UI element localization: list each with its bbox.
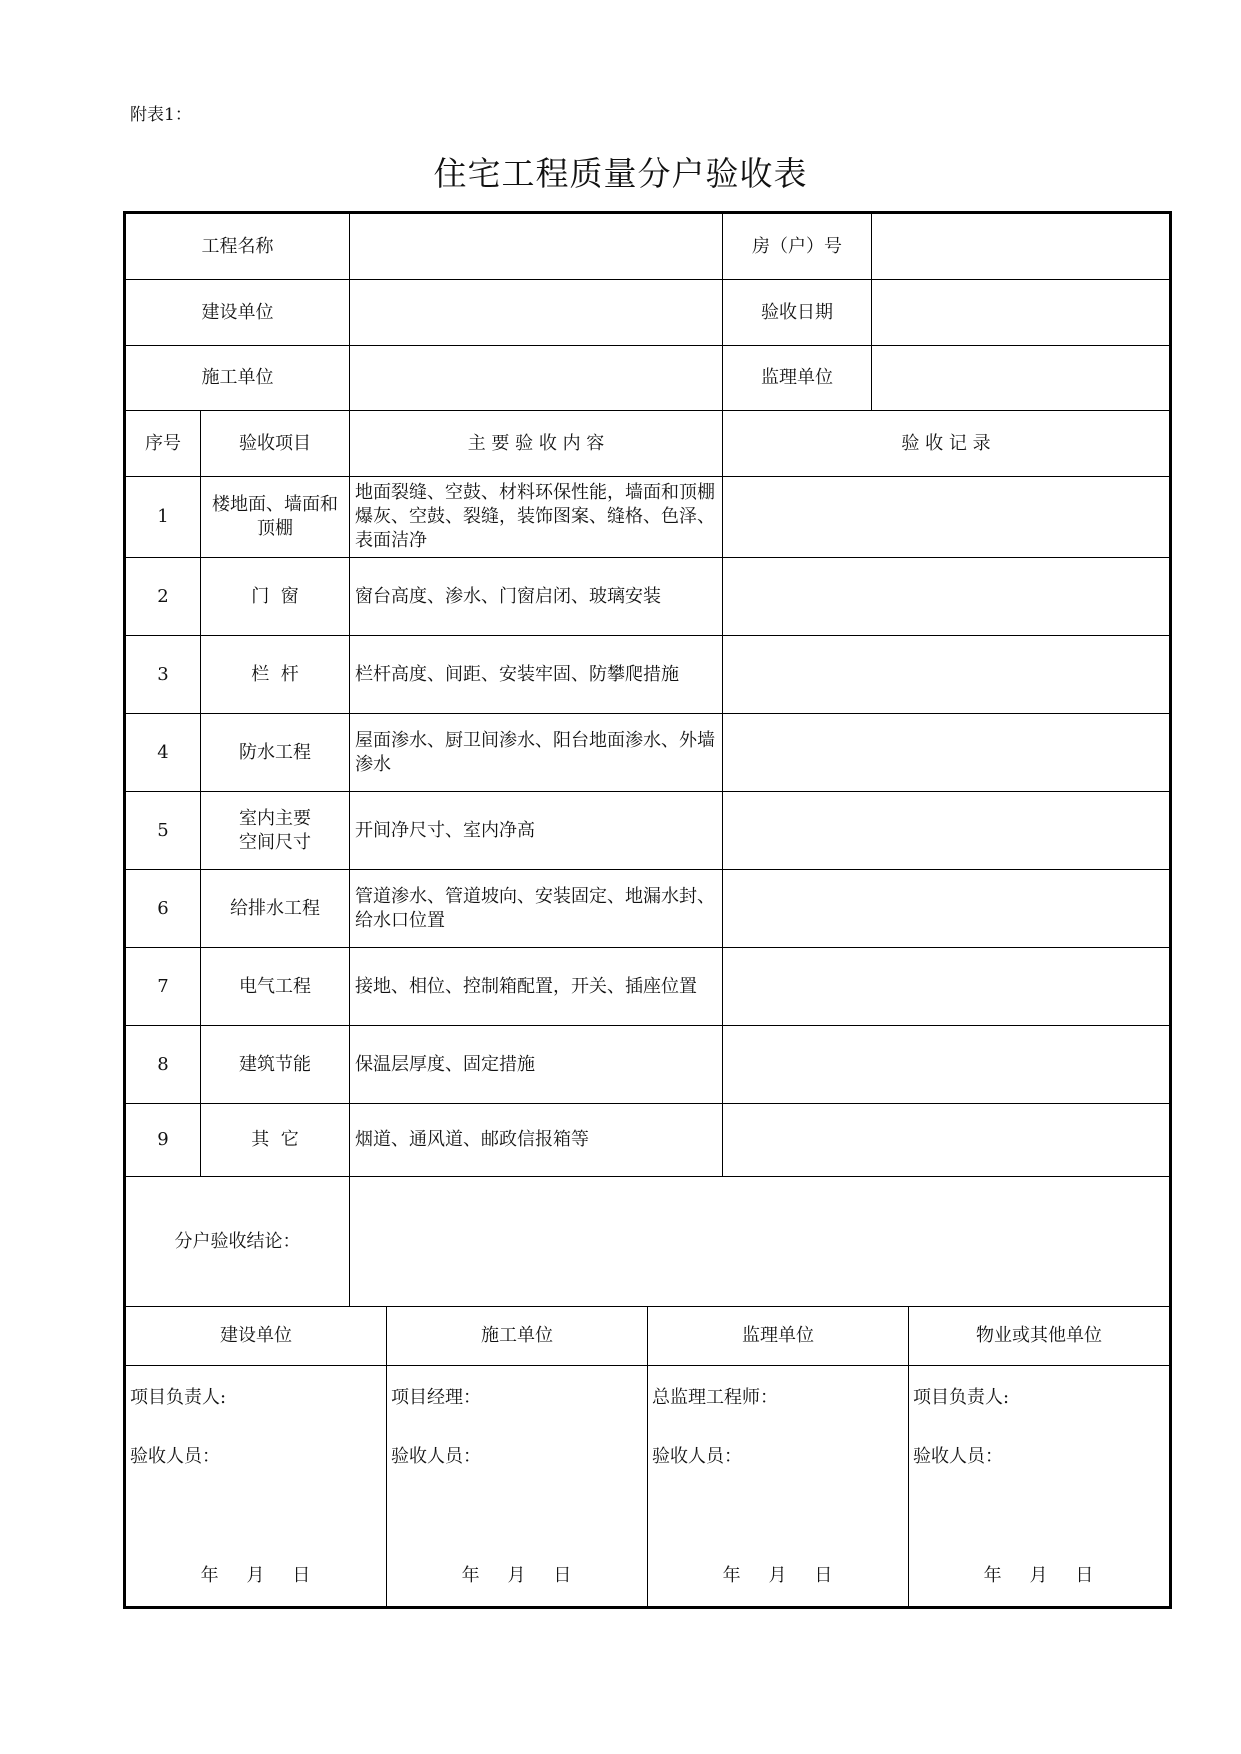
room-no-field[interactable] <box>872 214 1169 280</box>
item-name <box>201 792 350 870</box>
item-record-field[interactable] <box>723 714 1169 792</box>
conclusion-label: 分户验收结论： <box>126 1177 350 1307</box>
signoff-block[interactable] <box>126 1366 387 1606</box>
signoff-inspector-label: 验收人员： <box>130 1446 220 1467</box>
item-content: 烟道、通风道、邮政信报箱等 <box>350 1104 723 1177</box>
item-number: 7 <box>126 948 201 1026</box>
item-number: 8 <box>126 1026 201 1104</box>
builder-label: 建设单位 <box>126 280 350 346</box>
supervisor-label: 监理单位 <box>723 346 872 411</box>
item-content: 窗台高度、渗水、门窗启闭、玻璃安装 <box>350 558 723 636</box>
signoff-inspector-label: 验收人员： <box>391 1446 481 1467</box>
item-content: 接地、相位、控制箱配置，开关、插座位置 <box>350 948 723 1026</box>
item-name <box>201 948 350 1026</box>
accept-date-label: 验收日期 <box>723 280 872 346</box>
signoff-role-label: 项目负责人: <box>913 1387 1010 1408</box>
room-no-label: 房（户）号 <box>723 214 872 280</box>
item-name-line: 建筑节能 <box>239 1053 311 1075</box>
item-name-line: 楼地面、墙面和 <box>212 494 338 515</box>
item-name <box>201 636 350 714</box>
column-header-record: 验 收 记 录 <box>723 411 1169 477</box>
item-content: 屋面渗水、厨卫间渗水、阳台地面渗水、外墙渗水 <box>350 714 723 792</box>
item-name-line: 顶棚 <box>257 518 293 539</box>
signoff-inspector-label: 验收人员： <box>913 1446 1003 1467</box>
item-content: 栏杆高度、间距、安装牢固、防攀爬措施 <box>350 636 723 714</box>
item-name <box>201 870 350 948</box>
item-name-line: 电气工程 <box>239 975 311 997</box>
item-number: 2 <box>126 558 201 636</box>
signoff-block[interactable] <box>909 1366 1169 1606</box>
item-name <box>201 1026 350 1104</box>
item-number: 9 <box>126 1104 201 1177</box>
signoff-unit-header: 监理单位 <box>648 1307 909 1366</box>
item-record-field[interactable] <box>723 1026 1169 1104</box>
item-number: 1 <box>126 477 201 558</box>
item-record-field[interactable] <box>723 558 1169 636</box>
signoff-date-label: 年 月 日 <box>200 1565 312 1586</box>
contractor-label: 施工单位 <box>126 346 350 411</box>
signoff-date-label: 年 月 日 <box>983 1565 1095 1586</box>
signoff-date-label: 年 月 日 <box>461 1565 573 1586</box>
item-record-field[interactable] <box>723 1104 1169 1177</box>
column-header-item: 验收项目 <box>201 411 350 477</box>
item-name-line: 给排水工程 <box>230 897 320 919</box>
item-name-line: 防水工程 <box>239 741 311 763</box>
column-header-seq: 序号 <box>126 411 201 477</box>
item-record-field[interactable] <box>723 636 1169 714</box>
project-name-label: 工程名称 <box>126 214 350 280</box>
signoff-inspector-label: 验收人员： <box>652 1446 742 1467</box>
accept-date-field[interactable] <box>872 280 1169 346</box>
contractor-field[interactable] <box>350 346 723 411</box>
signoff-block[interactable] <box>648 1366 909 1606</box>
item-record-field[interactable] <box>723 948 1169 1026</box>
signoff-role-label: 总监理工程师： <box>652 1387 778 1408</box>
signoff-role-label: 项目负责人: <box>130 1387 227 1408</box>
item-content: 保温层厚度、固定措施 <box>350 1026 723 1104</box>
column-header-content: 主 要 验 收 内 容 <box>350 411 723 477</box>
item-name-line: 栏 杆 <box>251 663 299 685</box>
item-name-line: 其 它 <box>251 1129 299 1150</box>
item-number: 4 <box>126 714 201 792</box>
item-content: 地面裂缝、空鼓、材料环保性能，墙面和顶棚爆灰、空鼓、裂缝，装饰图案、缝格、色泽、表面洁净 <box>350 477 723 558</box>
item-content: 开间净尺寸、室内净高 <box>350 792 723 870</box>
acceptance-form <box>123 211 1172 1609</box>
form-title: 住宅工程质量分户验收表 <box>433 154 808 193</box>
signoff-unit-header: 施工单位 <box>387 1307 648 1366</box>
item-record-field[interactable] <box>723 477 1169 558</box>
conclusion-field[interactable] <box>350 1177 1169 1307</box>
item-content: 管道渗水、管道坡向、安装固定、地漏水封、给水口位置 <box>350 870 723 948</box>
item-name-line: 门 窗 <box>251 585 299 607</box>
item-number: 3 <box>126 636 201 714</box>
item-name <box>201 1104 350 1177</box>
item-number: 6 <box>126 870 201 948</box>
signoff-block[interactable] <box>387 1366 648 1606</box>
supervisor-field[interactable] <box>872 346 1169 411</box>
item-record-field[interactable] <box>723 792 1169 870</box>
item-name <box>201 477 350 558</box>
builder-field[interactable] <box>350 280 723 346</box>
project-name-field[interactable] <box>350 214 723 280</box>
item-name <box>201 714 350 792</box>
item-name-line: 室内主要 <box>239 807 311 829</box>
signoff-unit-header: 物业或其他单位 <box>909 1307 1169 1366</box>
item-name <box>201 558 350 636</box>
attachment-label: 附表1： <box>130 105 192 125</box>
signoff-date-label: 年 月 日 <box>722 1565 834 1586</box>
signoff-role-label: 项目经理： <box>391 1387 481 1408</box>
signoff-unit-header: 建设单位 <box>126 1307 387 1366</box>
item-record-field[interactable] <box>723 870 1169 948</box>
item-number: 5 <box>126 792 201 870</box>
item-name-line: 空间尺寸 <box>239 831 311 853</box>
